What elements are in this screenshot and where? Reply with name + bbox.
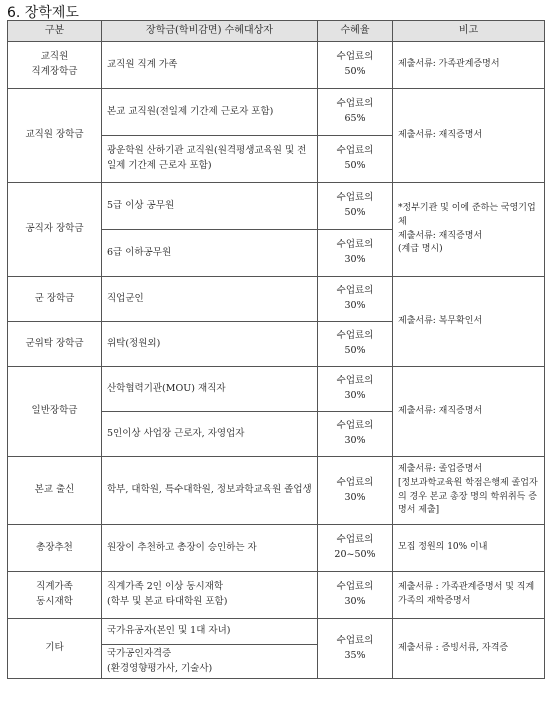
rate-cell: 수업료의 30% <box>318 367 393 412</box>
table-row <box>8 619 545 645</box>
table-row <box>8 42 545 89</box>
category-cell: 본교 출신 <box>8 457 102 525</box>
table-row <box>8 89 545 136</box>
target-cell: 5급 이상 공무원 <box>102 183 318 230</box>
category-cell: 군위탁 장학금 <box>8 322 102 367</box>
note-cell: 제출서류 : 가족관계증명서 및 직계가족의 재학증명서 <box>393 572 545 619</box>
rate-cell: 수업료의 30% <box>318 230 393 277</box>
target-cell: 학부, 대학원, 특수대학원, 정보과학교육원 졸업생 <box>102 457 318 525</box>
category-cell: 총장추천 <box>8 525 102 572</box>
target-cell: 본교 교직원(전일제 기간제 근로자 포함) <box>102 89 318 136</box>
rate-cell: 수업료의 50% <box>318 322 393 367</box>
table-row <box>8 572 545 619</box>
rate-cell: 수업료의 30% <box>318 457 393 525</box>
note-cell: 제출서류: 재직증명서 <box>393 367 545 457</box>
category-cell: 군 장학금 <box>8 277 102 322</box>
target-cell: 위탁(정원외) <box>102 322 318 367</box>
header-category: 구분 <box>8 21 102 42</box>
category-cell: 교직원 직계장학금 <box>8 42 102 89</box>
target-cell: 직계가족 2인 이상 동시재학 (학부 및 본교 타대학원 포함) <box>102 572 318 619</box>
target-cell: 6급 이하공무원 <box>102 230 318 277</box>
note-cell: 제출서류: 복무확인서 <box>393 277 545 367</box>
rate-cell: 수업료의 35% <box>318 619 393 679</box>
target-cell: 원장이 추천하고 총장이 승인하는 자 <box>102 525 318 572</box>
rate-cell: 수업료의 65% <box>318 89 393 136</box>
rate-cell: 수업료의 20~50% <box>318 525 393 572</box>
category-cell: 교직원 장학금 <box>8 89 102 183</box>
header-rate: 수혜율 <box>318 21 393 42</box>
table-header-row <box>8 21 545 42</box>
table-row <box>8 367 545 412</box>
scholarship-table <box>7 20 545 679</box>
rate-cell: 수업료의 30% <box>318 412 393 457</box>
target-cell: 직업군인 <box>102 277 318 322</box>
target-cell: 국가공인자격증 (환경영향평가사, 기술사) <box>102 645 318 679</box>
rate-cell: 수업료의 30% <box>318 572 393 619</box>
note-cell: 제출서류 : 증빙서류, 자격증 <box>393 619 545 679</box>
section-title: 6. 장학제도 <box>7 5 79 21</box>
note-cell: *정부기관 및 이에 준하는 국영기업체 제출서류: 재직증명서 (계급 명시) <box>393 183 545 277</box>
table-row <box>8 457 545 525</box>
target-cell: 국가유공자(본인 및 1대 자녀) <box>102 619 318 645</box>
rate-cell: 수업료의 50% <box>318 136 393 183</box>
target-cell: 교직원 직계 가족 <box>102 42 318 89</box>
table-row <box>8 183 545 230</box>
category-cell: 직계가족 동시재학 <box>8 572 102 619</box>
note-cell: 제출서류: 가족관계증명서 <box>393 42 545 89</box>
target-cell: 5인이상 사업장 근로자, 자영업자 <box>102 412 318 457</box>
table-row <box>8 525 545 572</box>
rate-cell: 수업료의 50% <box>318 183 393 230</box>
note-cell: 모집 정원의 10% 이내 <box>393 525 545 572</box>
rate-cell: 수업료의 30% <box>318 277 393 322</box>
target-cell: 산학협력기관(MOU) 재직자 <box>102 367 318 412</box>
note-cell: 제출서류: 재직증명서 <box>393 89 545 183</box>
target-cell: 광운학원 산하기관 교직원(원격평생교육원 및 전일제 기간제 근로자 포함) <box>102 136 318 183</box>
category-cell: 일반장학금 <box>8 367 102 457</box>
table-row <box>8 277 545 322</box>
category-cell: 공직자 장학금 <box>8 183 102 277</box>
header-target: 장학금(학비감면) 수혜대상자 <box>102 21 318 42</box>
rate-cell: 수업료의 50% <box>318 42 393 89</box>
note-cell: 제출서류: 졸업증명서 [정보과학교육원 학점은행제 졸업자의 경우 본교 총장 명의 학위취득 증명서 제출] <box>393 457 545 525</box>
header-note: 비고 <box>393 21 545 42</box>
category-cell: 기타 <box>8 619 102 679</box>
